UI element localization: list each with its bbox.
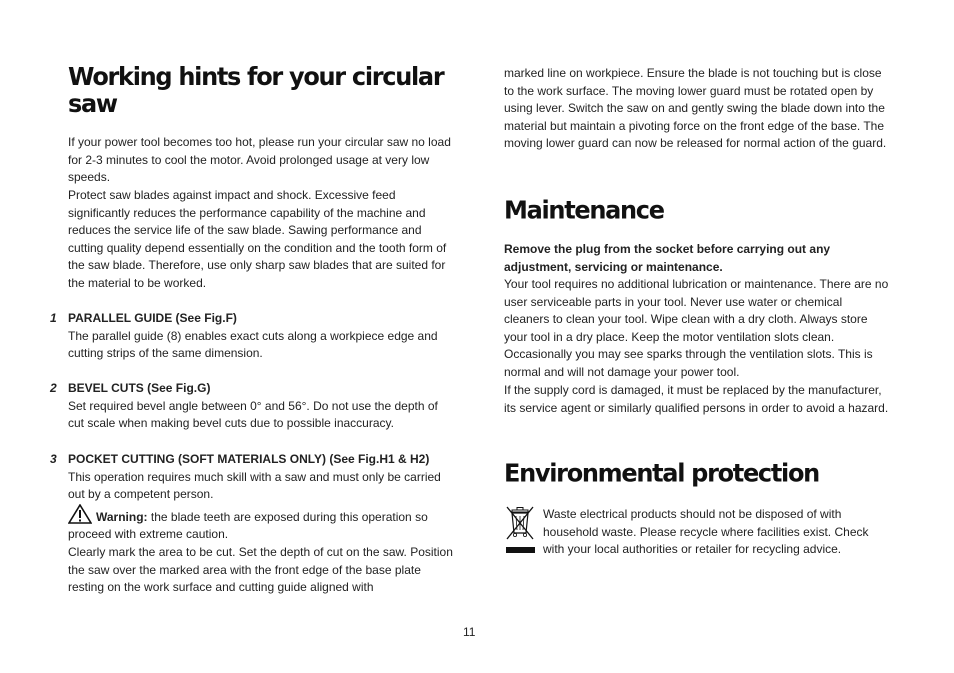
pocket-cutting-continuation: marked line on workpiece. Ensure the blade is not touching but is close to the work surface. The moving lower guard must be rotated open by using lever. Switch the saw on and gently swing the blade down into the material but maintain a pivoting force on the front edge of the base. The moving lower guard can now be released for normal action of the guard. [504, 66, 887, 151]
section-title: BEVEL CUTS (See Fig.G) [68, 381, 211, 395]
environmental-protection-heading: Environmental protection [504, 458, 819, 488]
pocket-cutting-instructions: Clearly mark the area to be cut. Set the depth of cut on the saw. Position the saw over the marked area with the front edge of the base plate resting on the work surface and cutting guide aligned with [68, 544, 453, 595]
intro-paragraph-1: If your power tool becomes too hot, please run your circular saw no load for 2-3 minutes to cool the motor. Avoid prolonged usage at very low speeds. [68, 135, 451, 185]
maintenance-warning: Remove the plug from the socket before carrying out any adjustment, servicing or maintenance. [504, 242, 831, 274]
section-bevel-cuts [50, 380, 453, 433]
section-number: 2 [50, 381, 57, 395]
maintenance-text: Your tool requires no additional lubrication or maintenance. There are no user serviceable parts in your tool. Never use water or chemical cleaners to clean your tool. Wipe clean with a dry cloth. Always store your tool in a dry place. Keep the motor ventilation slots clean. Occasionally you may see sparks through the ventilation slots. This is normal and will not damage your power tool. [504, 277, 889, 379]
section-text: The parallel guide (8) enables exact cuts along a workpiece edge and cutting strips of the same dimension. [68, 328, 438, 361]
section-title: POCKET CUTTING (SOFT MATERIALS ONLY) (See Fig.H1 & H2) [68, 452, 430, 466]
intro-paragraph-2: Protect saw blades against impact and shock. Excessive feed significantly reduces the performance capability of the machine and reduces the service life of the saw blade. Sawing performance and cutting quality depend essentially on the condition and the tooth form of the saw blade. Therefore, use only sharp saw blades that are suited for the material to be worked. [68, 188, 447, 290]
warning-text: the blade teeth are exposed during this operation so proceed with extreme caution. [68, 509, 428, 542]
environmental-text: Waste electrical products should not be disposed of with household waste. Please recycle where facilities exist. Check with your local authorities or retailer for recycling advice. [543, 507, 869, 557]
warning-triangle-icon [68, 504, 92, 524]
section-title: PARALLEL GUIDE (See Fig.F) [68, 311, 237, 325]
section-text: Set required bevel angle between 0° and 56°. Do not use the depth of cut scale when making bevel cuts due to possible inaccuracy. [68, 398, 438, 431]
warning-paragraph [68, 504, 453, 544]
working-hints-heading: Working hints for your circular saw [68, 61, 444, 119]
maintenance-text-cord: If the supply cord is damaged, it must be replaced by the manufacturer, its service agent or similarly qualified persons in order to avoid a hazard. [504, 383, 889, 415]
section-text: This operation requires much skill with a saw and must only be carried out by a competent person. [68, 469, 441, 502]
maintenance-heading: Maintenance [504, 195, 664, 225]
section-number: 3 [50, 452, 57, 466]
page-number: 11 [463, 625, 476, 639]
warning-label: Warning: [96, 509, 148, 524]
section-pocket-cutting [50, 451, 453, 597]
weee-crossed-bin-icon [504, 505, 536, 555]
section-number: 1 [50, 311, 57, 325]
section-parallel-guide [50, 310, 453, 363]
